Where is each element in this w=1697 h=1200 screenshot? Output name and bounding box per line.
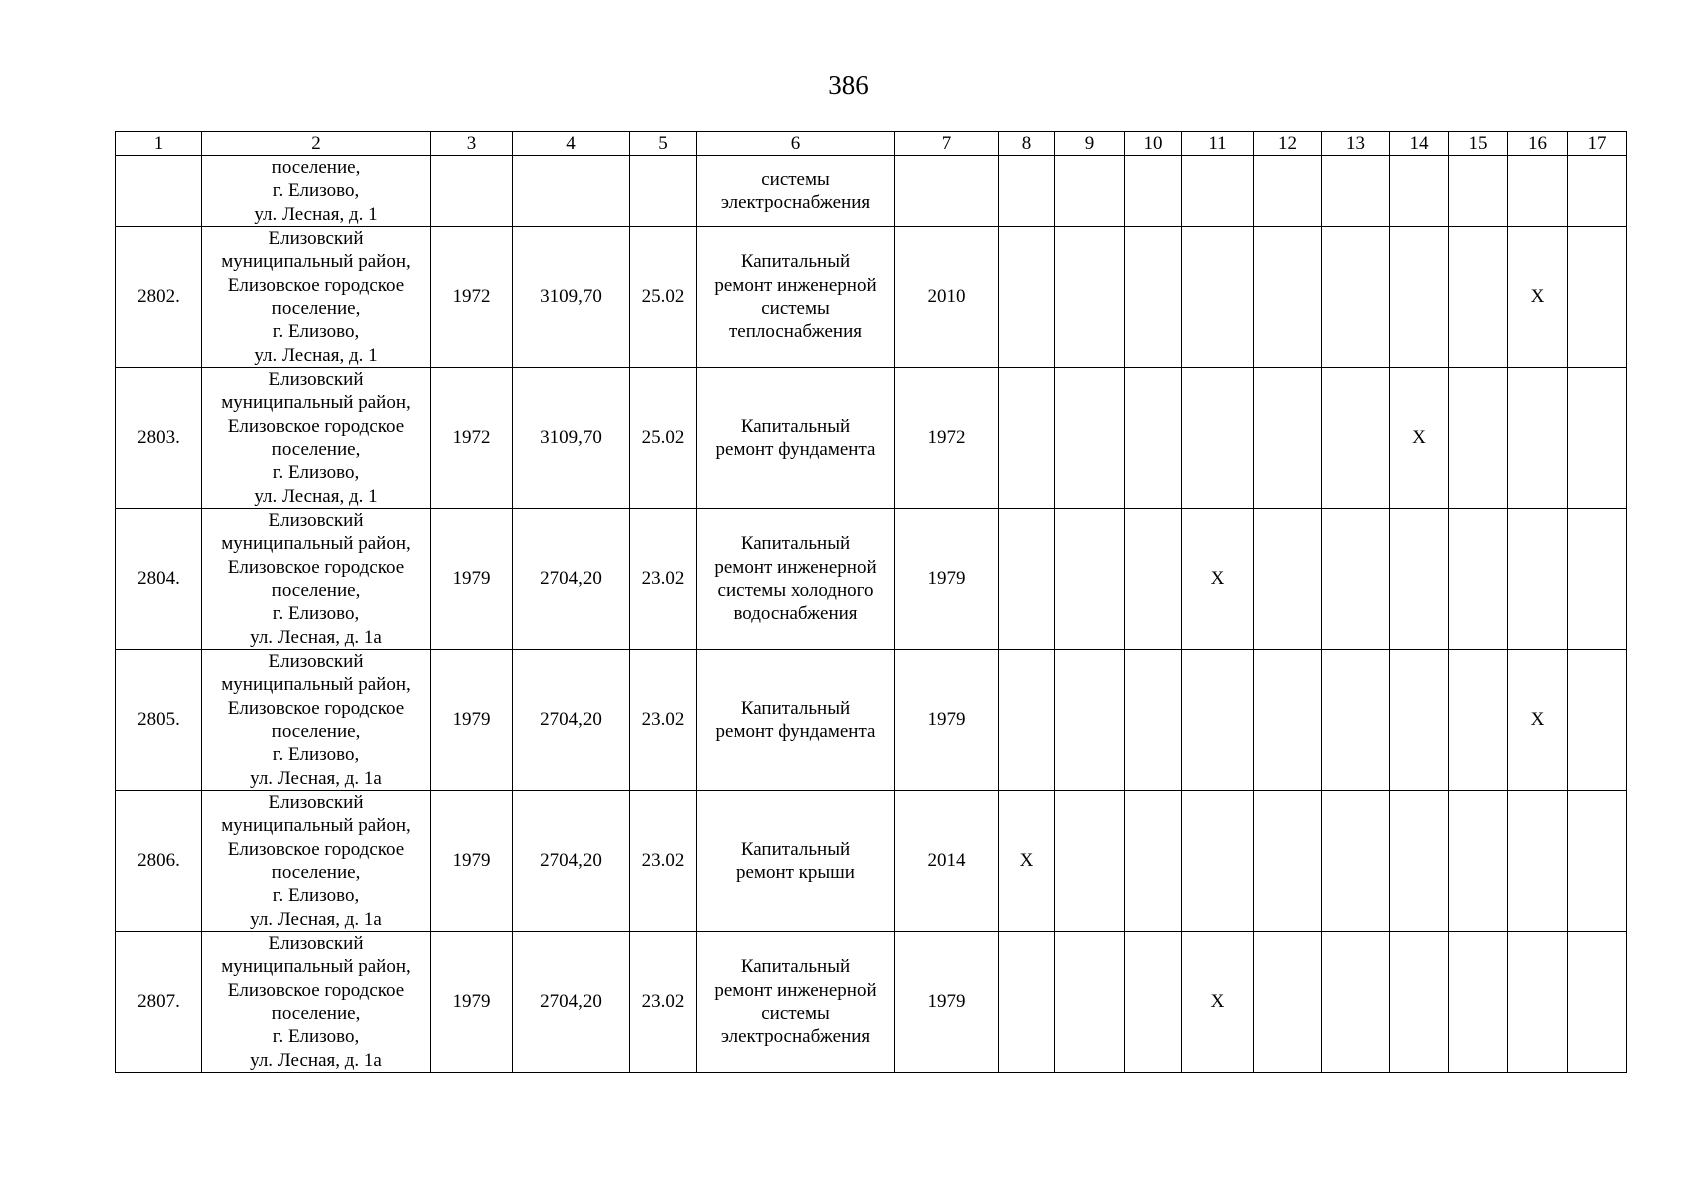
- column-header: 1: [116, 132, 202, 156]
- column-header: 17: [1568, 132, 1627, 156]
- mark-cell: [1055, 509, 1125, 650]
- page-number: 386: [828, 70, 869, 100]
- year-built-cell: 1972: [431, 368, 513, 509]
- address-cell: поселение, г. Елизово, ул. Лесная, д. 1: [202, 156, 431, 227]
- mark-cell: [1182, 227, 1254, 368]
- address-cell: Елизовский муниципальный район, Елизовское городское поселение, г. Елизово, ул. Лесная, д. 1: [202, 368, 431, 509]
- table-row: [116, 791, 1627, 932]
- mark-cell: [1449, 368, 1508, 509]
- mark-cell: [999, 932, 1055, 1073]
- work-type-cell: Капитальный ремонт инженерной системы теплоснабжения: [697, 227, 895, 368]
- mark-cell: [1322, 932, 1390, 1073]
- column-header: 9: [1055, 132, 1125, 156]
- row-number-cell: 2807.: [116, 932, 202, 1073]
- mark-cell: [1390, 791, 1449, 932]
- mark-cell: [1449, 791, 1508, 932]
- work-type-cell: Капитальный ремонт фундамента: [697, 368, 895, 509]
- address-cell: Елизовский муниципальный район, Елизовское городское поселение, г. Елизово, ул. Лесная, д. 1а: [202, 650, 431, 791]
- address-cell: Елизовский муниципальный район, Елизовское городское поселение, г. Елизово, ул. Лесная, д. 1а: [202, 791, 431, 932]
- row-number-cell: 2805.: [116, 650, 202, 791]
- mark-cell: X: [1508, 650, 1568, 791]
- code-cell: 23.02: [630, 791, 697, 932]
- mark-cell: [999, 227, 1055, 368]
- mark-cell: [1055, 227, 1125, 368]
- column-header: 5: [630, 132, 697, 156]
- year-cell: 1979: [895, 932, 999, 1073]
- column-header: 6: [697, 132, 895, 156]
- year-built-cell: 1972: [431, 227, 513, 368]
- area-cell: 2704,20: [513, 932, 630, 1073]
- mark-cell: [1449, 509, 1508, 650]
- mark-cell: [1125, 650, 1182, 791]
- mark-cell: [1449, 156, 1508, 227]
- year-cell: 1979: [895, 509, 999, 650]
- year-built-cell: 1979: [431, 509, 513, 650]
- mark-cell: [1322, 650, 1390, 791]
- area-cell: 2704,20: [513, 791, 630, 932]
- work-type-cell: системы электроснабжения: [697, 156, 895, 227]
- code-cell: 23.02: [630, 650, 697, 791]
- mark-cell: X: [1182, 509, 1254, 650]
- repair-schedule-table: [115, 131, 1627, 1073]
- column-header: 16: [1508, 132, 1568, 156]
- mark-cell: [1055, 650, 1125, 791]
- year-built-cell: 1979: [431, 791, 513, 932]
- mark-cell: [1568, 509, 1627, 650]
- area-cell: 2704,20: [513, 650, 630, 791]
- mark-cell: [1449, 227, 1508, 368]
- mark-cell: [999, 368, 1055, 509]
- area-cell: 3109,70: [513, 368, 630, 509]
- mark-cell: [1390, 156, 1449, 227]
- column-header: 11: [1182, 132, 1254, 156]
- mark-cell: [1568, 156, 1627, 227]
- year-cell: [895, 156, 999, 227]
- mark-cell: [1055, 932, 1125, 1073]
- table-row: [116, 368, 1627, 509]
- mark-cell: [1322, 509, 1390, 650]
- year-built-cell: 1979: [431, 650, 513, 791]
- table-row: [116, 932, 1627, 1073]
- mark-cell: [1125, 368, 1182, 509]
- mark-cell: [1254, 368, 1322, 509]
- mark-cell: [1254, 156, 1322, 227]
- address-cell: Елизовский муниципальный район, Елизовское городское поселение, г. Елизово, ул. Лесная, д. 1: [202, 227, 431, 368]
- column-header: 4: [513, 132, 630, 156]
- table-row: [116, 509, 1627, 650]
- area-cell: [513, 156, 630, 227]
- year-cell: 2010: [895, 227, 999, 368]
- year-cell: 2014: [895, 791, 999, 932]
- year-cell: 1979: [895, 650, 999, 791]
- mark-cell: [1508, 509, 1568, 650]
- column-header: 7: [895, 132, 999, 156]
- mark-cell: [1390, 227, 1449, 368]
- mark-cell: [1508, 791, 1568, 932]
- table-row: [116, 650, 1627, 791]
- mark-cell: [1125, 227, 1182, 368]
- mark-cell: [1055, 156, 1125, 227]
- mark-cell: [1568, 368, 1627, 509]
- column-header: 12: [1254, 132, 1322, 156]
- row-number-cell: 2802.: [116, 227, 202, 368]
- mark-cell: [1182, 156, 1254, 227]
- table-row: [116, 227, 1627, 368]
- area-cell: 2704,20: [513, 509, 630, 650]
- continuation-row: [116, 156, 1627, 227]
- mark-cell: [1322, 156, 1390, 227]
- mark-cell: [1182, 791, 1254, 932]
- mark-cell: [1322, 791, 1390, 932]
- mark-cell: [1125, 791, 1182, 932]
- row-number-cell: 2804.: [116, 509, 202, 650]
- code-cell: 25.02: [630, 368, 697, 509]
- mark-cell: [1055, 791, 1125, 932]
- mark-cell: [1055, 368, 1125, 509]
- mark-cell: [1254, 791, 1322, 932]
- work-type-cell: Капитальный ремонт фундамента: [697, 650, 895, 791]
- mark-cell: [1568, 791, 1627, 932]
- area-cell: 3109,70: [513, 227, 630, 368]
- column-header: 2: [202, 132, 431, 156]
- mark-cell: [1182, 650, 1254, 791]
- column-header: 13: [1322, 132, 1390, 156]
- work-type-cell: Капитальный ремонт инженерной системы холодного водоснабжения: [697, 509, 895, 650]
- year-cell: 1972: [895, 368, 999, 509]
- mark-cell: [1390, 932, 1449, 1073]
- mark-cell: [1322, 368, 1390, 509]
- mark-cell: [1508, 156, 1568, 227]
- mark-cell: [1254, 650, 1322, 791]
- mark-cell: [1254, 227, 1322, 368]
- mark-cell: X: [999, 791, 1055, 932]
- code-cell: 23.02: [630, 932, 697, 1073]
- mark-cell: [1390, 509, 1449, 650]
- year-built-cell: [431, 156, 513, 227]
- column-header: 10: [1125, 132, 1182, 156]
- column-number-header-row: [116, 132, 1627, 156]
- address-cell: Елизовский муниципальный район, Елизовское городское поселение, г. Елизово, ул. Лесная, д. 1а: [202, 932, 431, 1073]
- column-header: 15: [1449, 132, 1508, 156]
- mark-cell: X: [1508, 227, 1568, 368]
- mark-cell: [999, 509, 1055, 650]
- work-type-cell: Капитальный ремонт инженерной системы электроснабжения: [697, 932, 895, 1073]
- mark-cell: [1322, 227, 1390, 368]
- mark-cell: [1254, 932, 1322, 1073]
- mark-cell: X: [1182, 932, 1254, 1073]
- mark-cell: [1508, 932, 1568, 1073]
- mark-cell: [1508, 368, 1568, 509]
- year-built-cell: 1979: [431, 932, 513, 1073]
- row-number-cell: 2806.: [116, 791, 202, 932]
- mark-cell: [1390, 650, 1449, 791]
- mark-cell: X: [1390, 368, 1449, 509]
- code-cell: 23.02: [630, 509, 697, 650]
- mark-cell: [1182, 368, 1254, 509]
- work-type-cell: Капитальный ремонт крыши: [697, 791, 895, 932]
- mark-cell: [999, 156, 1055, 227]
- row-number-cell: [116, 156, 202, 227]
- mark-cell: [1449, 650, 1508, 791]
- row-number-cell: 2803.: [116, 368, 202, 509]
- mark-cell: [1125, 156, 1182, 227]
- mark-cell: [1568, 650, 1627, 791]
- column-header: 14: [1390, 132, 1449, 156]
- mark-cell: [999, 650, 1055, 791]
- mark-cell: [1568, 227, 1627, 368]
- mark-cell: [1449, 932, 1508, 1073]
- column-header: 3: [431, 132, 513, 156]
- code-cell: 25.02: [630, 227, 697, 368]
- code-cell: [630, 156, 697, 227]
- column-header: 8: [999, 132, 1055, 156]
- address-cell: Елизовский муниципальный район, Елизовское городское поселение, г. Елизово, ул. Лесная, д. 1а: [202, 509, 431, 650]
- mark-cell: [1254, 509, 1322, 650]
- mark-cell: [1125, 509, 1182, 650]
- mark-cell: [1568, 932, 1627, 1073]
- mark-cell: [1125, 932, 1182, 1073]
